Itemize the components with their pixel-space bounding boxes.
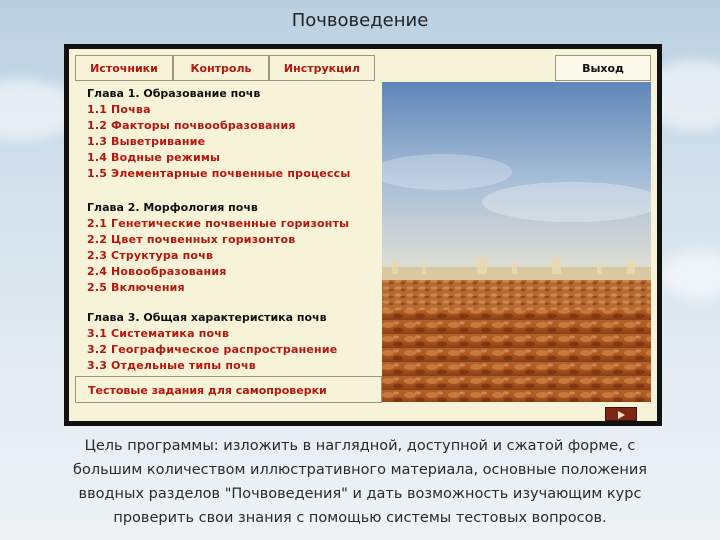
chapter-2-title: Глава 2. Морфология почв <box>87 201 258 214</box>
menu-item-3-3[interactable] <box>87 359 256 372</box>
menu-item-2-4[interactable] <box>87 265 227 278</box>
item-number: 1.2 <box>87 119 108 132</box>
app-window <box>64 44 662 426</box>
item-number: 1.3 <box>87 135 108 148</box>
menu-item-1-3[interactable] <box>87 135 205 148</box>
caption-line: вводных разделов "Почвоведения" и дать возможность изучающим курс <box>78 486 642 502</box>
instructions-button[interactable]: Инструкцил <box>269 55 375 81</box>
item-number: 1.4 <box>87 151 108 164</box>
item-label: Отдельные типы почв <box>111 359 256 372</box>
item-label: Цвет почвенных горизонтов <box>111 233 296 246</box>
contents-menu <box>75 83 382 376</box>
item-number: 1.1 <box>87 103 108 116</box>
item-label: Водные режимы <box>111 151 221 164</box>
app-content <box>69 49 657 421</box>
item-number: 3.2 <box>87 343 108 356</box>
item-label: Факторы почвообразования <box>111 119 296 132</box>
item-label: Генетические почвенные горизонты <box>111 217 350 230</box>
item-label: Новообразования <box>111 265 227 278</box>
item-number: 2.2 <box>87 233 108 246</box>
item-label: Почва <box>111 103 151 116</box>
item-number: 2.4 <box>87 265 108 278</box>
menu-item-2-5[interactable] <box>87 281 185 294</box>
chapter-3-title: Глава 3. Общая характеристика почв <box>87 311 327 324</box>
item-number: 2.1 <box>87 217 108 230</box>
menu-item-1-1[interactable] <box>87 103 151 116</box>
item-label: Структура почв <box>111 249 214 262</box>
menu-item-1-5[interactable] <box>87 167 351 180</box>
next-button[interactable] <box>605 407 637 421</box>
menu-item-1-4[interactable] <box>87 151 220 164</box>
item-label: Географическое распространение <box>111 343 338 356</box>
menu-item-2-1[interactable] <box>87 217 349 230</box>
slide-title: Почвоведение <box>291 10 429 31</box>
control-button[interactable]: Контроль <box>173 55 269 81</box>
item-number: 1.5 <box>87 167 108 180</box>
caption-line: Цель программы: изложить в наглядной, доступной и сжатой форме, с <box>84 438 636 454</box>
exit-button[interactable]: Выход <box>555 55 651 81</box>
menu-item-1-2[interactable] <box>87 119 296 132</box>
menu-item-3-1[interactable] <box>87 327 229 340</box>
menu-item-2-2[interactable] <box>87 233 295 246</box>
arrow-right-icon <box>618 411 625 419</box>
item-number: 2.5 <box>87 281 108 294</box>
plowed-field-photo <box>382 82 651 402</box>
item-label: Элементарные почвенные процессы <box>111 167 351 180</box>
item-number: 3.1 <box>87 327 108 340</box>
item-number: 3.3 <box>87 359 108 372</box>
caption-line: большим количеством иллюстративного материала, основные положения <box>73 462 647 478</box>
item-label: Систематика почв <box>111 327 230 340</box>
menu-item-3-2[interactable] <box>87 343 337 356</box>
caption-line: проверить свои знания с помощью системы тестовых вопросов. <box>113 510 607 526</box>
menu-item-2-3[interactable] <box>87 249 213 262</box>
chapter-1-title: Глава 1. Образование почв <box>87 87 261 100</box>
self-test-link[interactable]: Тестовые задания для самопроверки <box>75 376 382 403</box>
sources-button[interactable]: Источники <box>75 55 173 81</box>
program-goal-caption <box>60 434 660 530</box>
item-label: Включения <box>111 281 185 294</box>
item-label: Выветривание <box>111 135 206 148</box>
background-cloud <box>660 250 720 300</box>
item-number: 2.3 <box>87 249 108 262</box>
